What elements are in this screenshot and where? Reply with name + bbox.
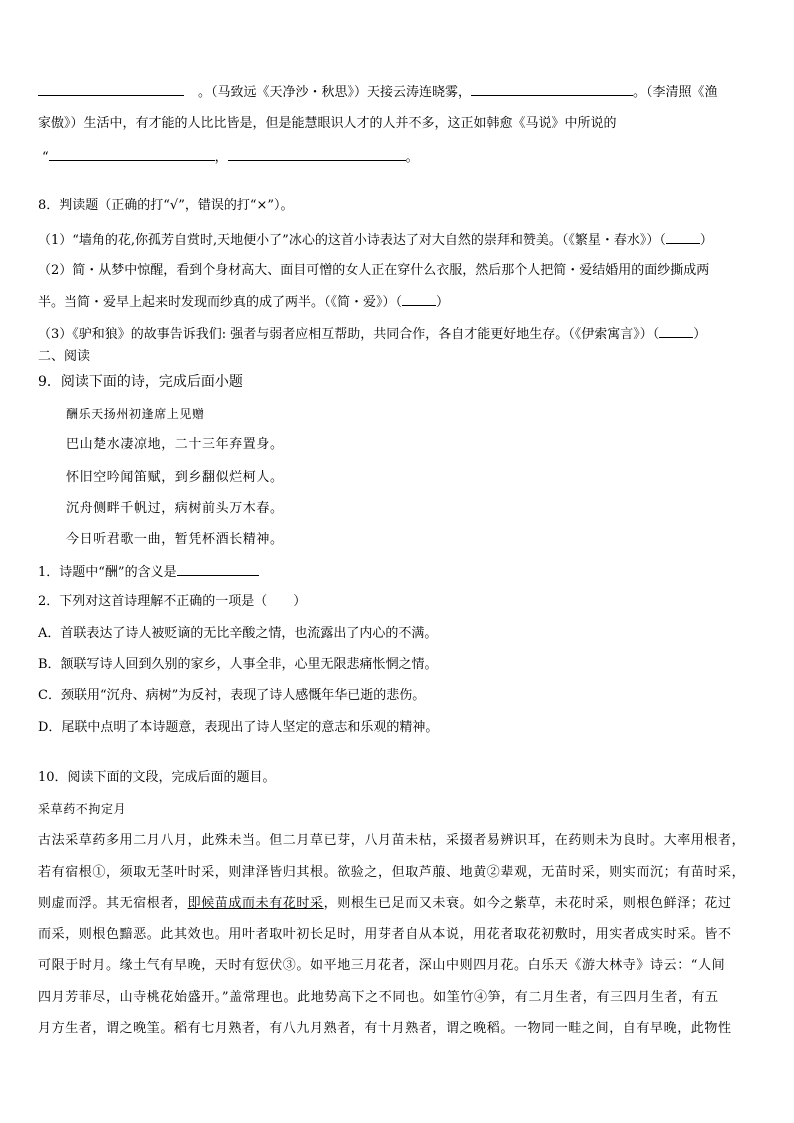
comma: ， <box>214 150 228 165</box>
passage-text: ，则根生已足而又未衰。如今之紫草，未花时采，则根色鲜泽；花过 <box>323 896 732 911</box>
q8-item1-text: （1）“墙角的花,你孤芳自赏时,天地便小了”冰心的这首小诗表达了对大自然的崇拜和赞美。（《繁星・春水》）（ <box>38 233 666 248</box>
quote-mark: “ <box>42 150 49 165</box>
option-b[interactable]: B．颔联写诗人回到久别的家乡，人事全非，心里无限悲痛怅惘之情。 <box>38 657 438 672</box>
passage-line <box>38 896 732 912</box>
answer-blank[interactable] <box>471 83 633 96</box>
option-a[interactable]: A．首联表达了诗人被贬谪的无比辛酸之情，也流露出了内心的不满。 <box>38 626 438 641</box>
q8-item2-line2 <box>38 293 449 311</box>
q7-line1-text: 。（马致远《天净沙・秋思》）天接云涛连晓雾， <box>198 85 472 100</box>
q9-sub1-text: 1．诗题中“酬”的含义是 <box>38 565 177 580</box>
answer-blank[interactable] <box>177 563 259 576</box>
passage-line: 四月芳菲尽，山寺桃花始盛开。”盖常理也。此地势高下之不同也。如筀竹④笋，有二月生者，有三四月生者，有五 <box>38 990 719 1005</box>
q8-item3 <box>38 325 706 343</box>
section-heading: 二、阅读 <box>38 349 91 364</box>
passage-title: 采草药不拘定月 <box>38 802 127 816</box>
paren-close: ） <box>436 295 450 310</box>
underlined-sentence: 即候苗成而未有花时采 <box>187 896 324 911</box>
poem-line: 巴山楚水凄凉地，二十三年弃置身。 <box>66 437 284 452</box>
passage-line: 月方生者，谓之晚筀。稻有七月熟者，有八九月熟者，有十月熟者，谓之晚稻。一物同一畦之间，自有早晚，此物性 <box>38 1021 732 1036</box>
q9-sub2: 2．下列对这首诗理解不正确的一项是（ ） <box>38 594 307 609</box>
q8-item1 <box>38 231 713 249</box>
q7-line2: 家傲》）生活中，有才能的人比比皆是，但是能慧眼识人才的人并不多，这正如韩愈《马说》中所说的 <box>38 116 617 131</box>
q8-item3-text: （3）《驴和狼》的故事告诉我们: 强者与弱者应相互帮助，共同合作，各自才能更好地生存。（《伊索寓言》）（ <box>38 327 660 342</box>
passage-line: 而采，则根色黯恶。此其效也。用叶者取叶初长足时，用芽者自从本说，用花者取花初敷时，用实者成实时采。皆不 <box>38 927 732 942</box>
passage-line: 古法采草药多用二月八月，此殊未当。但二月草已芽，八月苗未枯，采掇者易辨识耳，在药则未为良时。大率用根者， <box>38 833 746 848</box>
q8-item2-text: 半。当简・爱早上起来时发现而纱真的成了两半。（《简・爱》）（ <box>38 295 403 310</box>
q7-line1 <box>38 83 718 101</box>
poem-line: 怀旧空吟闻笛赋，到乡翻似烂柯人。 <box>66 470 284 485</box>
passage-line: 若有宿根①，须取无茎叶时采，则津泽皆归其根。欲验之，但取芦菔、地黄②辈观，无苗时采，则实而沉；有苗时采， <box>38 865 746 880</box>
poem-title: 酬乐天扬州初逢席上见赠 <box>66 407 205 421</box>
q8-title: 8．判读题（正确的打“√”，错误的打“×”）。 <box>38 198 294 213</box>
q7-line3 <box>42 148 419 166</box>
q7-line1-end: 。（李清照《渔 <box>633 85 718 100</box>
passage-line: 可限于时月。缘土气有早晚，天时有愆伏③。如平地三月花者，深山中则四月花。白乐天《游大林寺》诗云：“人间 <box>38 958 726 973</box>
option-d[interactable]: D．尾联中点明了本诗题意，表现出了诗人坚定的意志和乐观的精神。 <box>38 720 439 735</box>
period: 。 <box>405 150 419 165</box>
answer-blank[interactable] <box>666 231 700 244</box>
q8-item2-line1: （2）简・从梦中惊醒，看到个身材高大、面目可憎的女人正在穿什么衣服，然后那个人把简・爱结婚用的面纱撕成两 <box>38 263 710 278</box>
answer-blank[interactable] <box>402 293 436 306</box>
answer-blank[interactable] <box>659 325 693 338</box>
q10-title: 10．阅读下面的文段，完成后面的题目。 <box>38 770 276 785</box>
paren-close: ） <box>699 233 713 248</box>
q9-title: 9．阅读下面的诗，完成后面小题 <box>38 374 243 390</box>
poem-line: 今日听君歌一曲，暂凭杯酒长精神。 <box>66 532 284 547</box>
q9-sub1 <box>38 563 259 581</box>
paren-close: ） <box>693 327 707 342</box>
option-c[interactable]: C．颈联用“沉舟、病树”为反衬，表现了诗人感慨年华已逝的悲伤。 <box>38 688 426 703</box>
answer-blank[interactable] <box>228 148 406 161</box>
answer-blank[interactable] <box>38 83 184 96</box>
poem-line: 沉舟侧畔千帆过，病树前头万木春。 <box>66 501 284 516</box>
answer-blank[interactable] <box>49 148 215 161</box>
passage-text: 则虚而浮。其无宿根者， <box>38 896 188 911</box>
